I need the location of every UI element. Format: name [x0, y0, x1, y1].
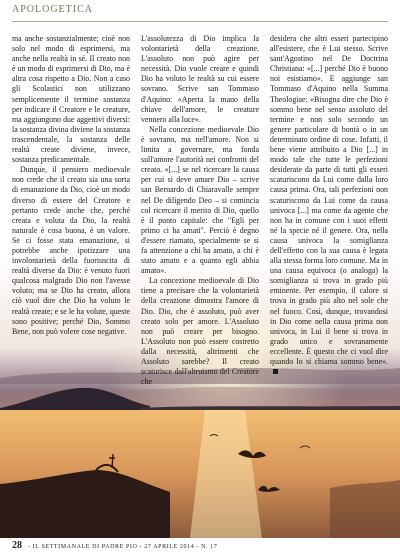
paragraph-with-end-mark [270, 34, 388, 377]
column-2 [141, 34, 259, 387]
paragraph: La concezione medioevale di Dio tiene a precisare che la volontarietà della creazione dimostra l'amore di Dio. Dio, che è assoluto, può aver creato solo per amore. L'Assoluto non può creare per bisogno. L'Assoluto non può essere costretto dalla necessità, altrimenti che Assoluto sarebbe? Il creato scaturisce dall'altruismo del Creatore che [141, 276, 259, 387]
section-rubric: APOLOGETICA [12, 4, 93, 15]
paragraph: Dunque, il pensiero medioevale non crede che il creato sia una sorta di emanazione da Dio, cioè un modo diverso di essere del Creatore e pertanto crede anche che, perché creata e voluta da Dio, la realtà naturale è cosa buona, è un valore. Se ci fosse stata emanazione, si potrebbe anche ipotizzare una involontarietà della fuoriuscita di realtà diverse da Dio: è venuto fuori qualcosa malgrado Dio non l'avesse voluto; ma se Dio ha creato, allora ciò vuol dire che Dio ha voluto le realtà create; e se le ha volute, queste sono positive; perché Dio, Sommo Bene, non può volere cose negative. [12, 165, 130, 336]
page-number: 28 [12, 540, 22, 551]
end-of-article-square-icon [273, 369, 278, 374]
paragraph: L'assolutezza di Dio implica la volontarietà della creazione. L'assoluto non può agire per necessità. Dio vuole creare e quindi Dio ha voluto le realtà su cui essere sovrano. Scrive san Tommaso d'Aquino: «Aperta la mano della chiave dell'amore, le creature vennero alla luce». [141, 34, 259, 124]
paragraph: desidera che altri esseri partecipino all'esistere, che è Lui stesso. Scrive sant'Agostino nel De Doctrina Christiana: «[...] perché Dio è buono noi esistiamo». E aggiunge san Tommaso d'Aquino nella Summa Theologiae: «Bisogna dire che Dio è sommo bene nel senso assoluto del termine e non solo secondo un genere particolare di bontà o in un determinato ordine di cose. Infatti, il bene viene attribuito a Dio [...] in modo tale che tutte le perfezioni desiderate da parte di tutti gli esseri scaturiscono da Lui come dalla loro causa prima. Ora, tali perfezioni non scaturiscono da Lui come da causa univoca [...] ma come da agente che non ha in comune con i suoi effetti né la specie né il genere. Ora, nella causa univoca la somiglianza dell'effetto con la sua causa è legata alla stessa forma loro comune. Ma in una causa equivoca (o analoga) la somiglianza si trova in grado più eminente. Per esempio, il calore si trova in grado più alto nel sole che nel fuoco. Così, dunque, trovandosi in Dio come nella causa prima non univoca, in Lui il bene si trova in grado unico e sovranamente eccellente. È questo che ci vuol dire quando lo si chiama sommo bene». [270, 34, 388, 366]
paragraph: Nella concezione medioevale Dio è sovrano, ma nell'amore. Non si limita a governare, ma fonda sull'amore l'autorità nei confronti del creato. «[...] se nel ricercare la causa per cui si deve amare Dio – scrive san Bernardo di Chiaravalle sempre nel De diligendo Deo – si comincia col ricercare il merito di Dio, quello è il punto capitale: che "Egli per primo ci ha amati". Perciò è degno d'essere riamato, specialmente se si fa attenzione a chi ha amato, a chi è stato amato e a quanto egli abbia amato». [141, 124, 259, 276]
column-3 [270, 34, 388, 387]
page-footer [12, 540, 388, 554]
column-1 [12, 34, 130, 387]
article-columns [12, 34, 388, 387]
paragraph: ma anche sostanzialmente; cioè non solo nel modo di esprimersi, ma anche nella realtà in sé. Il creato non è un modo di esprimersi di Dio, ma è altra cosa rispetto a Dio. Non a caso gli Scolastici non utilizzano semplicemente il termine sostanza per indicare il Creatore e le creature, ma aggiungono due aggettivi diversi: la sostanza divina diviene la sostanza trascendentale, la sostanza delle realtà create diviene, invece, sostanza predicamentale. [12, 34, 130, 165]
running-title: - IL SETTIMANALE DI PADRE PIO - 27 APRILE 2014 - N. 17 [28, 544, 218, 550]
rubric-divider [12, 21, 388, 22]
